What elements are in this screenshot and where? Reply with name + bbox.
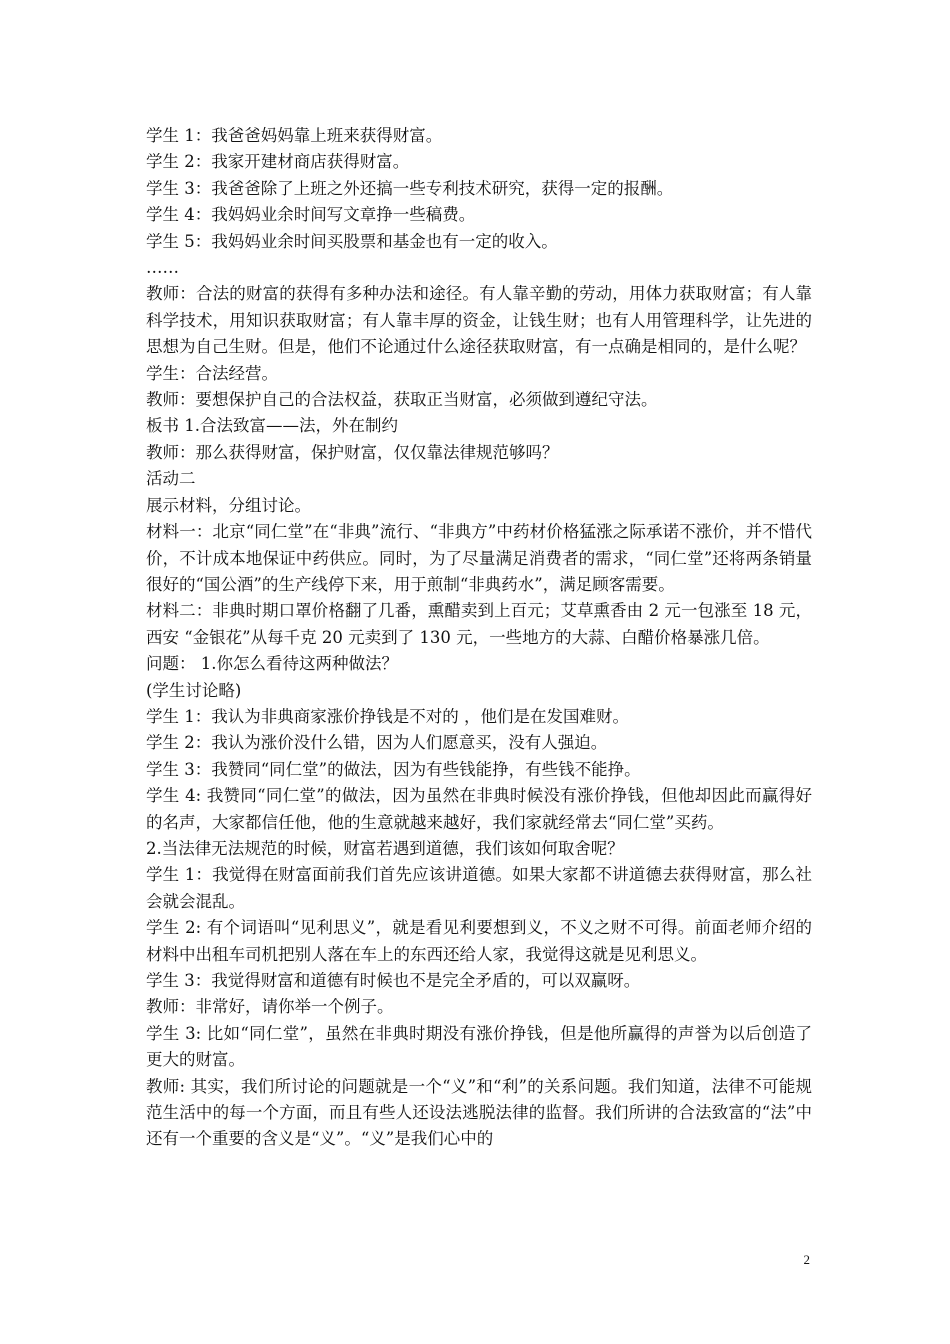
paragraph: 学生 3：我爸爸除了上班之外还搞一些专利技术研究，获得一定的报酬。 xyxy=(146,178,674,198)
question-two: 2.当法律无法规范的时候，财富若遇到道德，我们该如何取舍呢？ xyxy=(146,838,624,858)
paragraph: 学生 1：我认为非典商家涨价挣钱是不对的 ，他们是在发国难财。 xyxy=(146,706,629,726)
paragraph: 教师: 其实，我们所讨论的问题就是一个“义”和“利”的关系问题。我们知道，法律不可能规范生活中的每一个方面，而且有些人还设法逃脱法律的监督。我们所讲的合法致富的“法”中还有一个重要的含义是“义”。“义”是我们心中的 xyxy=(146,1076,812,1149)
paragraph: 学生 2：我家开建材商店获得财富。 xyxy=(146,152,410,172)
question-one: 问题： 1.你怎么看待这两种做法？ xyxy=(146,654,398,674)
paragraph: 学生 3：我觉得财富和道德有时候也不是完全矛盾的，可以双赢呀。 xyxy=(146,971,641,990)
paragraph: 展示材料，分组讨论。 xyxy=(146,495,311,515)
section-heading: 活动二 xyxy=(146,469,196,489)
paragraph: 学生 2：我认为涨价没什么错，因为人们愿意买，没有人强迫。 xyxy=(146,733,608,753)
paragraph: 学生 2: 有个词语叫“见利思义”，就是看见利要想到义，不义之财不可得。前面老师介绍的材料中出租车司机把别人落在车上的东西还给人家，我觉得这就是见利思义。 xyxy=(146,918,812,964)
paragraph: 学生 4：我妈妈业余时间写文章挣一些稿费。 xyxy=(146,205,476,225)
blackboard-note: 板书 1.合法致富——法，外在制约 xyxy=(146,416,398,436)
paragraph: 学生 3: 比如“同仁堂”，虽然在非典时期没有涨价挣钱，但是他所赢得的声誉为以后创造了更大的财富。 xyxy=(146,1023,812,1070)
paragraph: 教师：那么获得财富，保护财富，仅仅靠法律规范够吗？ xyxy=(146,442,559,462)
page-number: 2 xyxy=(803,1252,810,1267)
paragraph: 学生：合法经营。 xyxy=(146,363,278,383)
ellipsis-line: …… xyxy=(146,258,179,278)
paragraph: 教师：合法的财富的获得有多种办法和途径。有人靠辛勤的劳动，用体力获取财富；有人靠科学技术，用知识获取财富；有人靠丰厚的资金，让钱生财；也有人用管理科学，让先进的思想为自己生财。但是，他们不论通过什么途径获取财富，有一点确是相同的，是什么呢？ xyxy=(146,284,812,357)
paragraph: (学生讨论略) xyxy=(146,680,242,700)
paragraph: 学生 1：我觉得在财富面前我们首先应该讲道德。如果大家都不讲道德去获得财富，那么社会就会混乱。 xyxy=(146,865,812,911)
paragraph: 教师：要想保护自己的合法权益，获取正当财富，必须做到遵纪守法。 xyxy=(146,390,658,410)
paragraph: 学生 5：我妈妈业余时间买股票和基金也有一定的收入。 xyxy=(146,231,558,251)
document-body xyxy=(146,123,812,1153)
paragraph: 学生 4: 我赞同“同仁堂”的做法，因为虽然在非典时候没有涨价挣钱，但他却因此而赢得好的名声，大家都信任他，他的生意就越来越好，我们家就经常去“同仁堂”买药。 xyxy=(146,786,812,832)
paragraph: 学生 3：我赞同“同仁堂”的做法，因为有些钱能挣，有些钱不能挣。 xyxy=(146,759,641,779)
material-one: 材料一：北京“同仁堂”在“非典”流行、“非典方”中药材价格猛涨之际承诺不涨价，并不惜代价，不计成本地保证中药供应。同时，为了尽量满足消费者的需求，“同仁堂”还将两条销量很好的“国公酒”的生产线停下来，用于煎制“非典药水”，满足顾客需要。 xyxy=(146,522,812,594)
material-two: 材料二：非典时期口罩价格翻了几番，熏醋卖到上百元；艾草熏香由 2 元一包涨至 18 元，西安 “金银花”从每千克 20 元卖到了 130 元，一些地方的大蒜、白醋价格暴涨几倍。 xyxy=(146,601,812,647)
paragraph: 教师：非常好，请你举一个例子。 xyxy=(146,997,394,1017)
paragraph: 学生 1：我爸爸妈妈靠上班来获得财富。 xyxy=(146,126,443,145)
